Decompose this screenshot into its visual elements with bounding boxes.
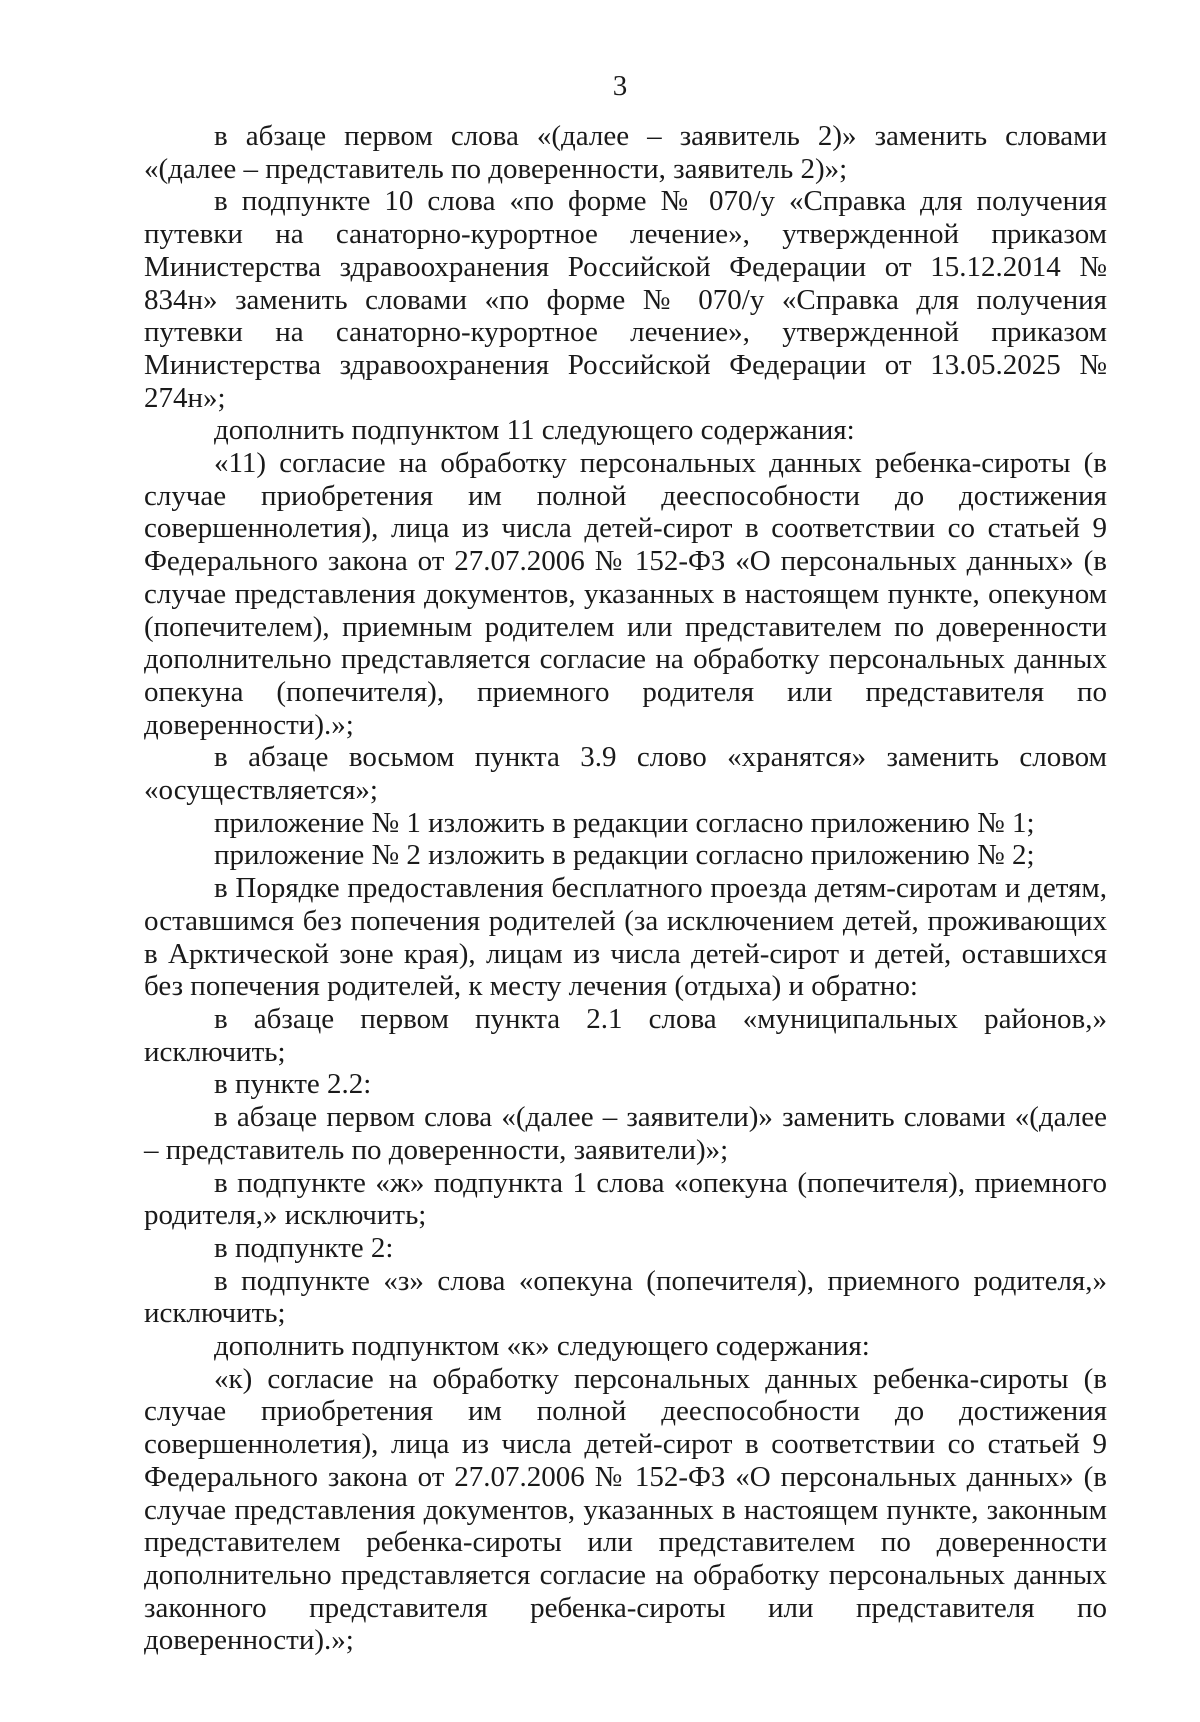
- paragraph-appendix-2: приложение № 2 изложить в редакции согласно приложению № 2;: [214, 839, 1035, 872]
- paragraph-add-subpoint-k: дополнить подпунктом «к» следующего содержания:: [214, 1330, 870, 1363]
- paragraph-applicant-2: в абзаце первом слова «(далее – заявитель 2)» заменить словами «(далее – представитель по доверенности, заявитель 2)»;: [144, 120, 1107, 185]
- paragraph-subpoint-10: в подпункте 10 слова «по форме № 070/у «Справка для получения путевки на санаторно-курортное лечение», утвержденной приказом Министерства здравоохранения Российской Федерации от 15.12.2014 № 834н» заменить словами «по форме № 070/у «Справка для получения путевки на санаторно-курортное лечение», утвержденной приказом Министерства здравоохранения Российской Федерации от 13.05.2025 № 274н»;: [144, 185, 1107, 414]
- paragraph-add-subpoint-11: дополнить подпунктом 11 следующего содержания:: [214, 414, 855, 447]
- paragraph-point-2-2: в пункте 2.2:: [214, 1068, 372, 1101]
- paragraph-subpoint-2: в подпункте 2:: [214, 1231, 394, 1264]
- paragraph-procedure-free-travel: в Порядке предоставления бесплатного проезда детям-сиротам и детям, оставшимся без попечения родителей (за исключением детей, проживающих в Арктической зоне края), лицам из числа детей-сирот и детей, оставшихся без попечения родителей, к месту лечения (отдыха) и обратно:: [144, 872, 1107, 1003]
- paragraph-applicants: в абзаце первом слова «(далее – заявители)» заменить словами «(далее – представитель по доверенности, заявители)»;: [144, 1101, 1107, 1166]
- paragraph-point-3-9: в абзаце восьмом пункта 3.9 слово «хранятся» заменить словом «осуществляется»;: [144, 741, 1107, 807]
- paragraph-appendix-1: приложение № 1 изложить в редакции согласно приложению № 1;: [214, 806, 1035, 839]
- paragraph-point-2-1: в абзаце первом пункта 2.1 слова «муниципальных районов,» исключить;: [144, 1002, 1107, 1068]
- paragraph-subpoint-z: в подпункте «з» слова «опекуна (попечителя), приемного родителя,» исключить;: [144, 1264, 1107, 1330]
- page-number: 3: [612, 70, 628, 102]
- paragraph-subpoint-k-text: «к) согласие на обработку персональных данных ребенка-сироты (в случае приобретения им полной дееспособности до достижения совершеннолетия), лица из числа детей-сирот в соответствии со статьей 9 Федерального закона от 27.07.2006 № 152-ФЗ «О персональных данных» (в случае представления документов, указанных в настоящем пункте, законным представителем ребенка-сироты или представителем по доверенности дополнительно представляется согласие на обработку персональных данных законного представителя ребенка-сироты или представителя по доверенности).»;: [144, 1362, 1107, 1657]
- document-body: [144, 120, 1107, 1657]
- paragraph-subpoint-11-text: «11) согласие на обработку персональных данных ребенка-сироты (в случае приобретения им полной дееспособности до достижения совершеннолетия), лица из числа детей-сирот в соответствии со статьей 9 Федерального закона от 27.07.2006 № 152-ФЗ «О персональных данных» (в случае представления документов, указанных в настоящем пункте, опекуном (попечителем), приемным родителем или представителем по доверенности дополнительно представляется согласие на обработку персональных данных опекуна (попечителя), приемного родителя или представителя по доверенности).»;: [144, 447, 1107, 741]
- paragraph-subpoint-zh: в подпункте «ж» подпункта 1 слова «опекуна (попечителя), приемного родителя,» исключить;: [144, 1166, 1107, 1232]
